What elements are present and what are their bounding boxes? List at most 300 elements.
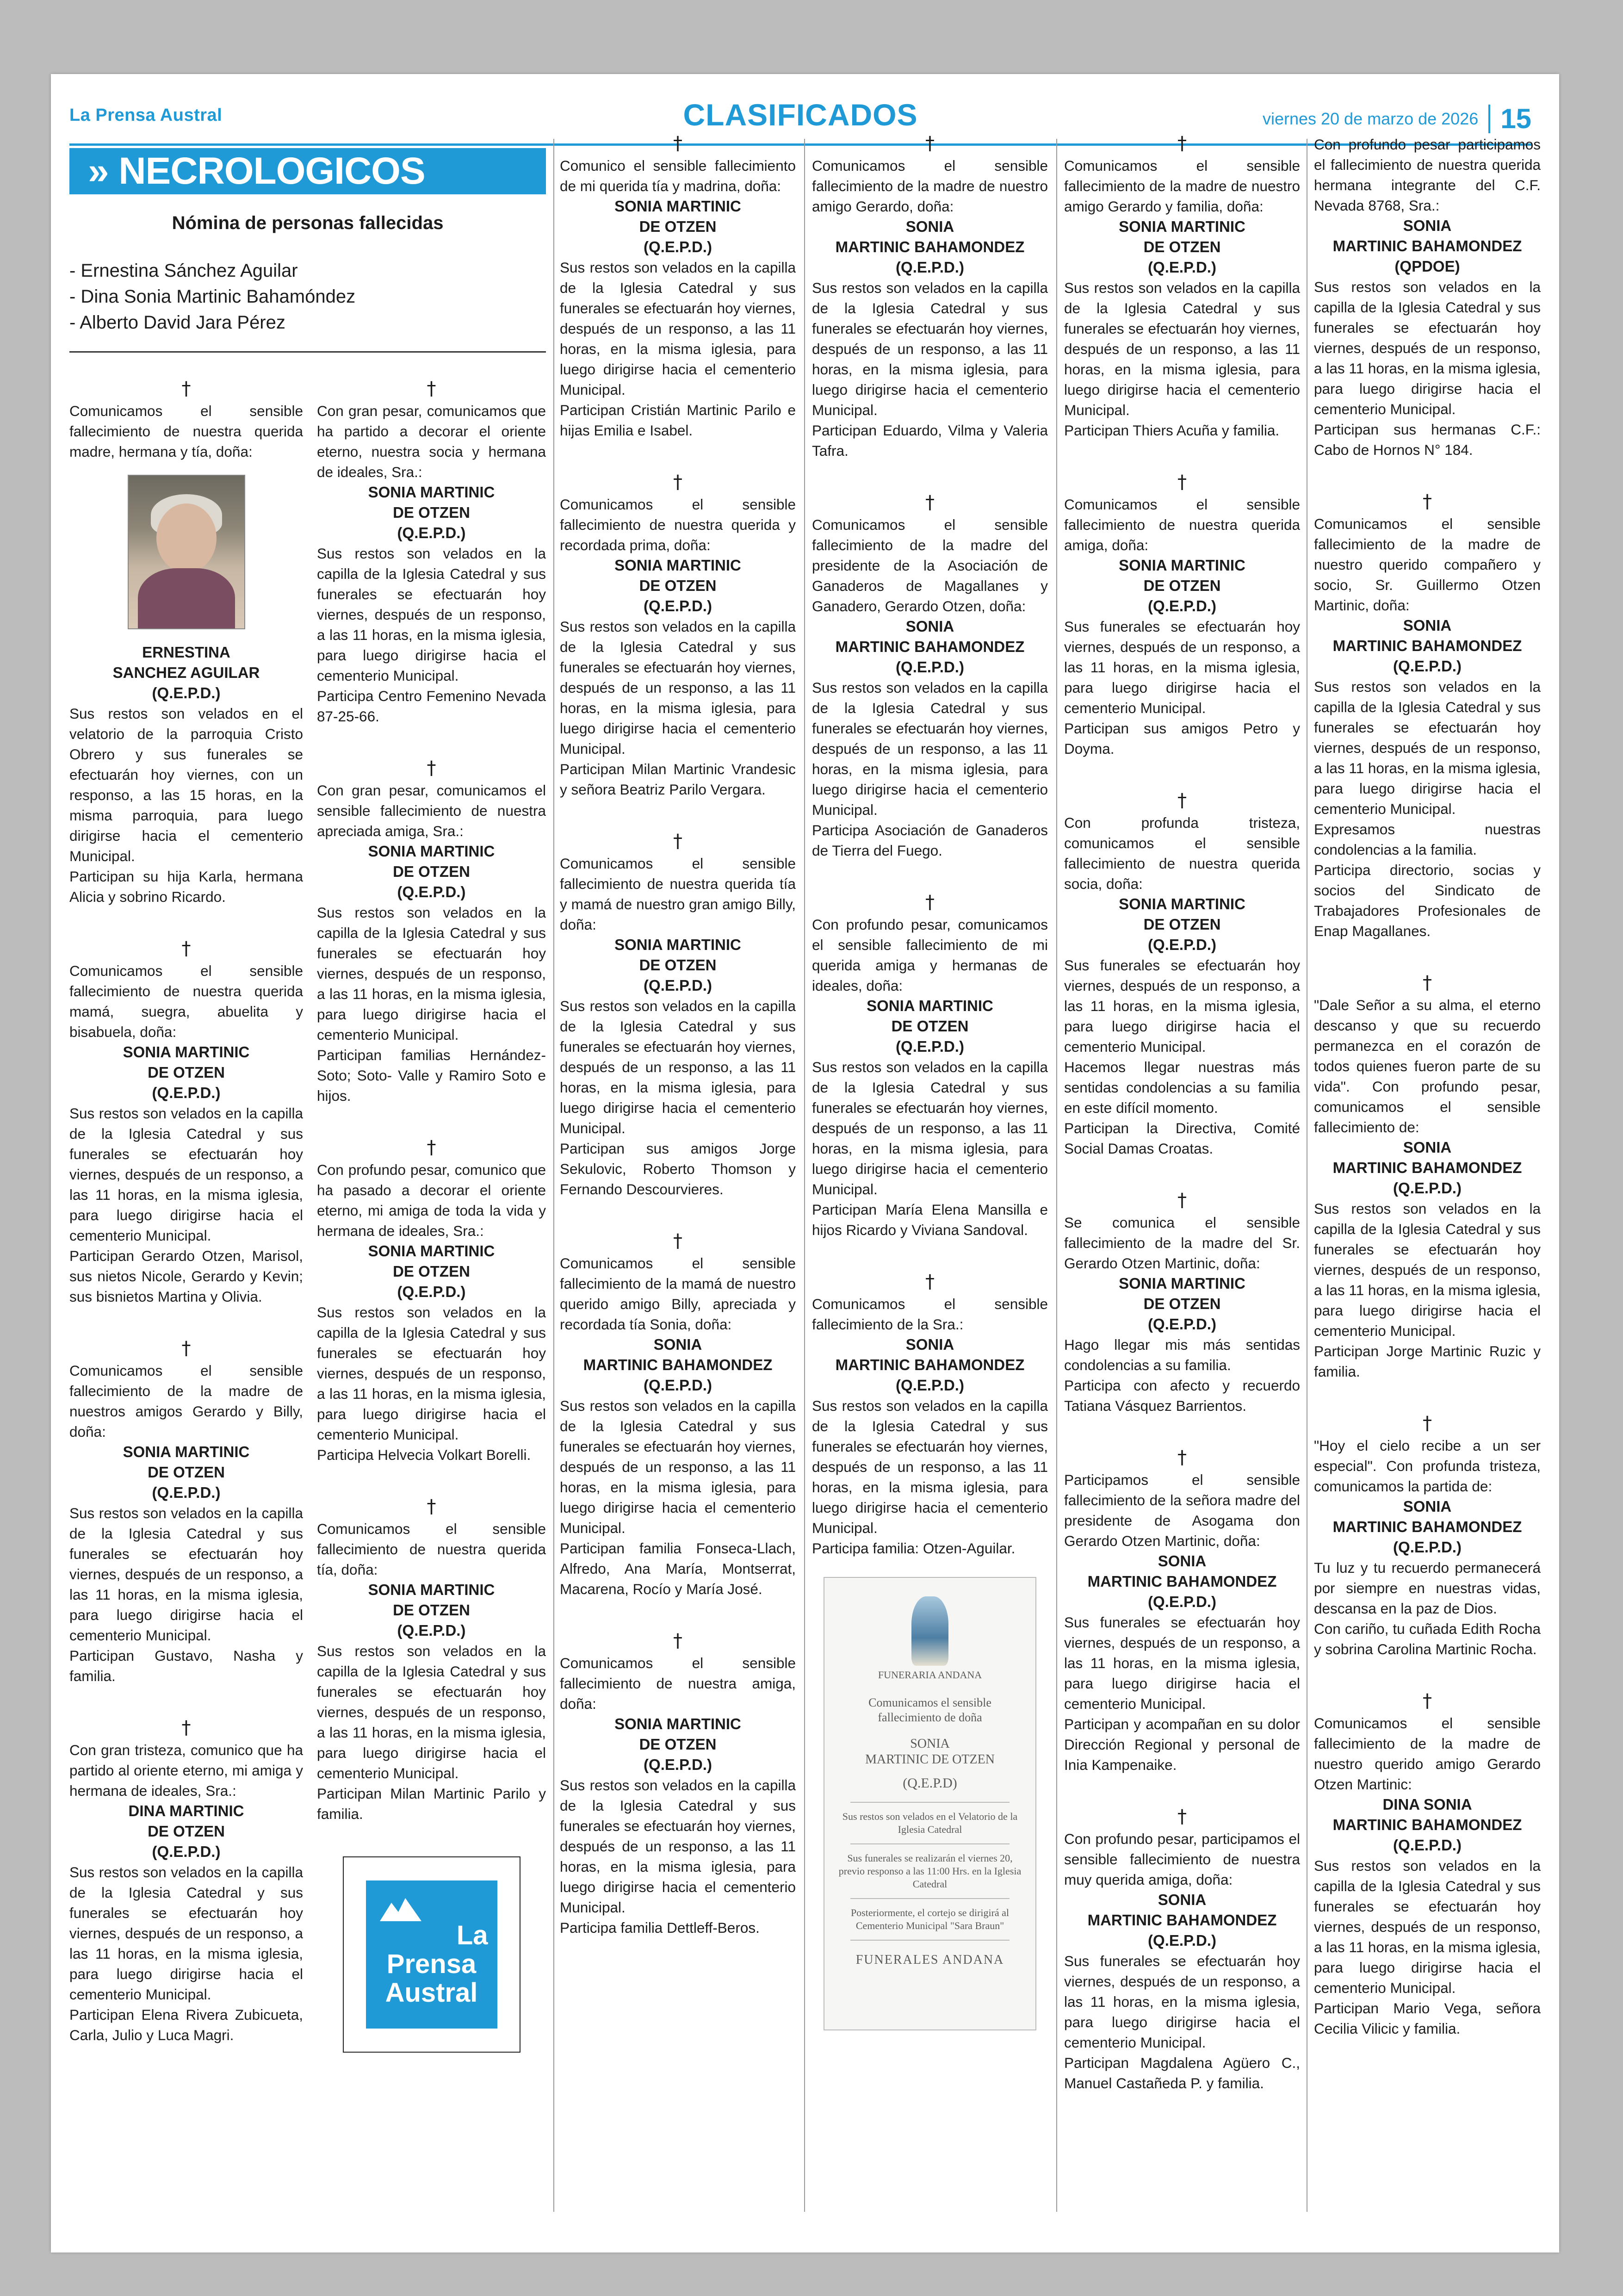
name-line: SANCHEZ AGUILAR <box>112 664 260 681</box>
death-notice <box>1064 1807 1300 2093</box>
qepd: (Q.E.P.D.) <box>1393 1837 1462 1854</box>
card-line: Sus funerales se realizarán el viernes 20, previo responso a las 11:00 Hrs. en la Iglesia Catedral <box>838 1852 1022 1890</box>
cross-icon: † <box>181 378 191 399</box>
notice-body: Sus restos son velados en el velatorio de la parroquia Cristo Obrero y sus funerales se efectuarán hoy viernes, con un responso, a las 15 horas, en la misma parroquia, para luego dirigirse hacia el cementerio Municipal. <box>69 705 303 864</box>
nomina-item: - Ernestina Sánchez Aguilar <box>69 261 298 281</box>
card-top: FUNERARIA ANDANA <box>878 1669 982 1681</box>
name-line: MARTINIC BAHAMONDEZ <box>1332 1159 1522 1176</box>
cross-icon: † <box>427 757 436 779</box>
qepd: (Q.E.P.D.) <box>152 1843 221 1860</box>
death-notice <box>317 379 546 726</box>
name-line: DE OTZEN <box>393 1263 470 1280</box>
logo-line: La <box>456 1920 488 1950</box>
name-line: SONIA MARTINIC <box>368 843 495 860</box>
notice-signature: Participan sus amigos Jorge Sekulovic, Roberto Thomson y Fernando Descourvieres. <box>560 1140 796 1198</box>
name-line: DE OTZEN <box>1143 238 1221 255</box>
notice-body: Sus restos son velados en la capilla de la Iglesia Catedral y sus funerales se efectuarán hoy viernes, después de un responso, a las 11 horas, en la misma iglesia, para luego dirigirse hacia el cementerio Municipal. <box>317 545 546 684</box>
name-line: DE OTZEN <box>1143 1295 1221 1312</box>
notice-body: Sus restos son velados en la capilla de la Iglesia Catedral y sus funerales se efectuarán hoy viernes, después de un responso, a las 11 horas, en la misma iglesia, para luego dirigirse hacia el cementerio Municipal. <box>560 1397 796 1536</box>
name-line: MARTINIC BAHAMONDEZ <box>1087 1573 1277 1590</box>
virgin-mary-icon <box>911 1596 948 1666</box>
notice-intro: Con profunda tristeza, comunicamos el sensible fallecimiento de nuestra querida socia, doña: <box>1064 814 1300 892</box>
cross-icon: † <box>1177 472 1187 493</box>
notice-intro: Con gran tristeza, comunico que ha partido al oriente eterno, mi amiga y hermana de ideales, Sra.: <box>69 1742 303 1799</box>
column-rule <box>804 139 805 2212</box>
nomina-title: Nómina de personas fallecidas <box>172 213 444 233</box>
column-5 <box>1064 134 1300 2126</box>
notice-signature: Participan Eduardo, Vilma y Valeria Tafra. <box>812 422 1048 459</box>
notice-intro: Comunicamos el sensible fallecimiento de nuestra querida madre, hermana y tía, doña: <box>69 403 303 460</box>
deceased-name <box>1314 216 1541 277</box>
notice-intro: Participamos el sensible fallecimiento de la señora madre del presidente de Asogama don Gerardo Otzen Martinic, doña: <box>1064 1471 1300 1549</box>
notice-intro: Comunicamos el sensible fallecimiento de nuestra querida tía, doña: <box>317 1520 546 1578</box>
page-number: 15 <box>1500 103 1531 134</box>
name-line: ERNESTINA <box>142 644 230 661</box>
cross-icon: † <box>1423 1690 1432 1712</box>
nomina-box <box>69 213 546 353</box>
qepd: (Q.E.P.D.) <box>397 524 466 541</box>
date-block <box>1263 103 1531 135</box>
qepd: (Q.E.P.D.) <box>644 1756 712 1773</box>
deceased-name <box>317 1580 546 1641</box>
newspaper-page <box>51 74 1559 2253</box>
death-notice <box>317 1138 546 1465</box>
deceased-name <box>1064 555 1300 616</box>
column-rule <box>1056 139 1057 2212</box>
name-line: SONIA MARTINIC <box>614 557 741 574</box>
cross-icon: † <box>673 1230 682 1252</box>
death-notice <box>812 493 1048 861</box>
notice-signature: Participa Asociación de Ganaderos de Tierra del Fuego. <box>812 822 1048 859</box>
deceased-name <box>812 1334 1048 1396</box>
notice-intro: Comunicamos el sensible fallecimiento de nuestra querida y recordada prima, doña: <box>560 496 796 553</box>
page-header <box>69 93 1531 146</box>
cross-icon: † <box>925 892 935 913</box>
notice-body: Sus restos son velados en la capilla de la Iglesia Catedral y sus funerales se efectuarán hoy viernes, después de un responso, a las 11 horas, en la misma iglesia, para luego dirigirse hacia el cementerio Municipal. <box>812 679 1048 818</box>
notice-body: Sus restos son velados en la capilla de la Iglesia Catedral y sus funerales se efectuarán hoy viernes, después de un responso, a las 11 horas, en la misma iglesia, para luego dirigirse hacia el cementerio Municipal. <box>1314 1857 1541 1996</box>
name-line: SONIA MARTINIC <box>368 484 495 501</box>
notice-body: Sus restos son velados en la capilla de la Iglesia Catedral y sus funerales se efectuarán hoy viernes, después de un responso, a las 11 horas, en la misma iglesia, para luego dirigirse hacia el cementerio Municipal. <box>317 904 546 1043</box>
notice-body: Sus restos son velados en la capilla de la Iglesia Catedral y sus funerales se efectuarán hoy viernes, después de un responso, a las 11 horas, en la misma iglesia, para luego dirigirse hacia el cementerio Municipal. <box>69 1505 303 1644</box>
notice-body: Sus restos son velados en la capilla de la Iglesia Catedral y sus funerales se efectuarán hoy viernes, después de un responso, a las 11 horas, en la misma iglesia, para luego dirigirse hacia el cementerio Municipal. <box>812 279 1048 418</box>
notice-body: Sus restos son velados en la capilla de la Iglesia Catedral y sus funerales se efectuarán hoy viernes, después de un responso, a las 11 horas, en la misma iglesia, para luego dirigirse hacia el cementerio Municipal. <box>69 1105 303 1244</box>
notice-intro: Con profundo pesar, participamos el sensible fallecimiento de nuestra muy querida amiga, doña: <box>1064 1831 1300 1888</box>
qepd: (Q.E.P.D.) <box>1393 1539 1462 1556</box>
card-divider <box>850 1802 1010 1803</box>
deceased-name <box>812 996 1048 1057</box>
name-line: DE OTZEN <box>639 1736 717 1753</box>
death-notice <box>69 1339 303 1686</box>
qepd: (Q.E.P.D.) <box>1148 1593 1216 1610</box>
notice-intro: Con profundo pesar participamos el fallecimiento de nuestra querida hermana integrante del C.F. Nevada 8768, Sra.: <box>1314 136 1541 214</box>
death-notice <box>560 1632 796 1938</box>
name-line: SONIA MARTINIC <box>123 1043 250 1061</box>
death-notice <box>1314 1692 1541 2039</box>
brand-name[interactable]: La Prensa Austral <box>69 105 223 125</box>
notice-extra: Expresamos nuestras condolencias a la familia. <box>1314 821 1541 858</box>
deceased-name <box>812 616 1048 677</box>
notice-body: Sus restos son velados en la capilla de la Iglesia Catedral y sus funerales se efectuarán hoy viernes, después de un responso, a las 11 horas, en la misma iglesia, para luego dirigirse hacia el cementerio Municipal. <box>1314 1200 1541 1339</box>
notice-intro: Comunicamos el sensible fallecimiento de la madre de nuestro querido compañero y socio, Sr. Guillermo Otzen Martinic, doña: <box>1314 515 1541 614</box>
notice-body: Sus restos son velados en la capilla de la Iglesia Catedral y sus funerales se efectuarán hoy viernes, después de un responso, a las 11 horas, en la misma iglesia, para luego dirigirse hacia el cementerio Municipal. <box>560 618 796 757</box>
death-notice <box>812 1272 1048 1558</box>
column-1 <box>69 379 303 2078</box>
notice-intro: Comunicamos el sensible fallecimiento de la madre de nuestro amigo Gerardo y familia, doña: <box>1064 157 1300 215</box>
death-notice <box>812 134 1048 461</box>
qepd: (QPDOE) <box>1394 258 1460 275</box>
deceased-name <box>1064 1551 1300 1612</box>
deceased-name <box>69 642 303 703</box>
notice-signature: Participan Cristián Martinic Parilo e hijas Emilia e Isabel. <box>560 402 796 439</box>
cross-icon: † <box>1423 1413 1432 1434</box>
name-line: SONIA MARTINIC <box>614 936 741 953</box>
notice-intro: Comunicamos el sensible fallecimiento de la madre del presidente de la Asociación de Ganaderos de Magallanes y Ganadero, Gerardo Otzen, doña: <box>812 516 1048 614</box>
qepd: (Q.E.P.D.) <box>896 1038 964 1055</box>
cross-icon: † <box>673 133 682 154</box>
death-notice <box>69 939 303 1307</box>
name-line: SONIA <box>653 1336 702 1353</box>
notice-extra: Hacemos llegar nuestras más sentidas condolencias a su familia en este difícil momento. <box>1064 1059 1300 1116</box>
name-line: SONIA MARTINIC <box>368 1242 495 1260</box>
notice-body: Sus funerales se efectuarán hoy viernes, después de un responso, a las 11 horas, en la misma iglesia, para luego dirigirse hacia el cementerio Municipal. <box>1064 618 1300 716</box>
name-line: DINA SONIA <box>1382 1796 1472 1813</box>
qepd: (Q.E.P.D.) <box>644 597 712 614</box>
notice-body: Sus restos son velados en la capilla de la Iglesia Catedral y sus funerales se efectuarán hoy viernes, después de un responso, a las 11 horas, en la misma iglesia, para luego dirigirse hacia el cementerio Municipal. <box>69 1864 303 2003</box>
name-line: MARTINIC BAHAMONDEZ <box>1332 637 1522 654</box>
qepd: (Q.E.P.D.) <box>1148 936 1216 953</box>
cross-icon: † <box>673 1630 682 1651</box>
deceased-name <box>1314 1496 1541 1558</box>
notice-body: Sus restos son velados en la capilla de la Iglesia Catedral y sus funerales se efectuarán hoy viernes, después de un responso, a las 11 horas, en la misma iglesia, para luego dirigirse hacia el cementerio Municipal. <box>1314 678 1541 817</box>
notice-intro: Comunicamos el sensible fallecimiento de la madre de nuestros amigos Gerardo y Billy, doña: <box>69 1362 303 1440</box>
name-line: DE OTZEN <box>148 1064 225 1081</box>
deceased-name <box>560 555 796 616</box>
nomina-item: - Alberto David Jara Pérez <box>69 312 285 333</box>
name-line: SONIA <box>905 618 954 635</box>
column-2 <box>317 379 546 2053</box>
name-line: DE OTZEN <box>891 1018 969 1035</box>
name-line: SONIA MARTINIC <box>1119 895 1245 912</box>
deceased-name <box>317 841 546 902</box>
qepd: (Q.E.P.D.) <box>1148 1932 1216 1949</box>
card-line: Sus restos son velados en el Velatorio de la Iglesia Catedral <box>842 1811 1018 1835</box>
name-line: SONIA MARTINIC <box>1119 1275 1245 1292</box>
notice-signature: Participan familias Hernández- Soto; Soto- Valle y Ramiro Soto e hijos. <box>317 1047 546 1104</box>
death-notice <box>69 379 303 907</box>
notice-body: Sus restos son velados en la capilla de la Iglesia Catedral y sus funerales se efectuarán hoy viernes, después de un responso, a las 11 horas, en la misma iglesia, para luego dirigirse hacia el cementerio Municipal. <box>560 259 796 398</box>
death-notice <box>1314 134 1541 460</box>
cross-icon: † <box>427 1137 436 1158</box>
section-title: CLASIFICADOS <box>683 98 918 132</box>
photo-face <box>156 503 217 573</box>
notice-intro: Con profundo pesar, comunico que ha pasado a decorar el oriente eterno, mi amiga de toda la vida y hermana de ideales, Sra.: <box>317 1161 546 1239</box>
notice-body: Sus restos son velados en la capilla de la Iglesia Catedral y sus funerales se efectuarán hoy viernes, después de un responso, a las 11 horas, en la misma iglesia, para luego dirigirse hacia el cementerio Municipal. <box>1314 279 1541 417</box>
notice-intro: Comunicamos el sensible fallecimiento de nuestra querida amiga, doña: <box>1064 496 1300 553</box>
deceased-name <box>812 217 1048 278</box>
name-line: SONIA MARTINIC <box>123 1443 250 1460</box>
qepd: (Q.E.P.D.) <box>397 883 466 900</box>
cross-icon: † <box>925 133 935 154</box>
card-qepd: (Q.E.P.D) <box>903 1775 957 1791</box>
photo-body <box>138 568 235 629</box>
notice-signature: Con cariño, tu cuñada Edith Rocha y sobrina Carolina Martinic Rocha. <box>1314 1620 1541 1657</box>
name-line: MARTINIC BAHAMONDEZ <box>835 1356 1025 1373</box>
deceased-name <box>1064 1890 1300 1951</box>
qepd: (Q.E.P.D.) <box>152 684 221 701</box>
name-line: SONIA <box>905 218 954 235</box>
cross-icon: † <box>181 938 191 959</box>
qepd: (Q.E.P.D.) <box>896 658 964 676</box>
cross-icon: † <box>673 831 682 852</box>
cross-icon: † <box>1177 1190 1187 1211</box>
death-notice <box>1064 1448 1300 1775</box>
card-name: MARTINIC DE OTZEN <box>865 1752 995 1767</box>
cross-icon: † <box>925 492 935 513</box>
deceased-name <box>69 1801 303 1862</box>
card-divider <box>850 1843 1010 1844</box>
notice-signature: Participa con afecto y recuerdo Tatiana Vásquez Barrientos. <box>1064 1377 1300 1414</box>
deceased-name <box>560 1714 796 1775</box>
cross-icon: † <box>1423 491 1432 512</box>
logo-panel <box>366 1880 497 2029</box>
qepd: (Q.E.P.D.) <box>1148 259 1216 276</box>
name-line: MARTINIC BAHAMONDEZ <box>1087 1911 1277 1929</box>
notice-signature: Participan María Elena Mansilla e hijos Ricardo y Viviana Sandoval. <box>812 1201 1048 1238</box>
name-line: SONIA <box>905 1336 954 1353</box>
notice-signature: Participan Magdalena Agüero C., Manuel Castañeda P. y familia. <box>1064 2054 1300 2091</box>
notice-intro: Con gran pesar, comunicamos el sensible fallecimiento de nuestra apreciada amiga, Sra.: <box>317 782 546 839</box>
funeral-card-ad <box>824 1577 1036 2030</box>
deceased-name <box>560 935 796 996</box>
cross-icon: † <box>925 1271 935 1292</box>
name-line: DE OTZEN <box>148 1464 225 1481</box>
deceased-name <box>1064 217 1300 278</box>
notice-intro: Comunicamos el sensible fallecimiento de la mamá de nuestro querido amigo Billy, apreciada y recordada tía Sonia, doña: <box>560 1255 796 1333</box>
cross-icon: † <box>1177 790 1187 811</box>
qepd: (Q.E.P.D.) <box>896 1377 964 1394</box>
name-line: DE OTZEN <box>148 1823 225 1840</box>
deceased-name <box>69 1442 303 1503</box>
name-line: SONIA MARTINIC <box>1119 218 1245 235</box>
qepd: (Q.E.P.D.) <box>397 1283 466 1300</box>
column-4 <box>812 134 1048 2030</box>
notice-body: Sus restos son velados en la capilla de la Iglesia Catedral y sus funerales se efectuarán hoy viernes, después de un responso, a las 11 horas, en la misma iglesia, para luego dirigirse hacia el cementerio Municipal. <box>1064 279 1300 418</box>
qepd: (Q.E.P.D.) <box>644 238 712 255</box>
deceased-name <box>1064 1273 1300 1334</box>
name-line: MARTINIC BAHAMONDEZ <box>1332 1518 1522 1535</box>
death-notice <box>1064 1191 1300 1416</box>
notice-body: Sus funerales se efectuarán hoy viernes, después de un responso, a las 11 horas, en la misma iglesia, para luego dirigirse hacia el cementerio Municipal. <box>1064 1953 1300 2051</box>
name-line: SONIA MARTINIC <box>368 1581 495 1598</box>
notice-body: Sus restos son velados en la capilla de la Iglesia Catedral y sus funerales se efectuarán hoy viernes, después de un responso, a las 11 horas, en la misma iglesia, para luego dirigirse hacia el cementerio Municipal. <box>812 1397 1048 1536</box>
name-line: DE OTZEN <box>393 504 470 521</box>
notice-signature: Participan Elena Rivera Zubicueta, Carla, Julio y Luca Magri. <box>69 2006 303 2043</box>
qepd: (Q.E.P.D.) <box>1148 597 1216 614</box>
cross-icon: † <box>181 1338 191 1359</box>
notice-body: Tu luz y tu recuerdo permanecerá por siempre en nuestras vidas, descansa en la paz de Dios. <box>1314 1559 1541 1617</box>
notice-signature: Participa Centro Femenino Nevada 87-25-66. <box>317 688 546 725</box>
death-notice <box>812 893 1048 1240</box>
column-rule <box>553 139 554 2212</box>
name-line: SONIA MARTINIC <box>1119 557 1245 574</box>
card-divider <box>850 1898 1010 1899</box>
notice-intro: Comunicamos el sensible fallecimiento de la madre de nuestro amigo Gerardo, doña: <box>812 157 1048 215</box>
name-line: DE OTZEN <box>1143 916 1221 933</box>
notice-body: Sus funerales se efectuarán hoy viernes, después de un responso, a las 11 horas, en la misma iglesia, para luego dirigirse hacia el cementerio Municipal. <box>1064 1614 1300 1712</box>
notice-intro: "Hoy el cielo recibe a un ser especial". Con profunda tristeza, comunicamos la partida de: <box>1314 1437 1541 1495</box>
name-line: SONIA <box>1158 1552 1207 1570</box>
cross-icon: † <box>427 1496 436 1517</box>
deceased-name <box>317 482 546 543</box>
qepd: (Q.E.P.D.) <box>1393 658 1462 675</box>
deceased-name <box>1314 1137 1541 1198</box>
deceased-name <box>317 1241 546 1302</box>
qepd: (Q.E.P.D.) <box>644 1377 712 1394</box>
death-notice <box>1314 974 1541 1382</box>
qepd: (Q.E.P.D.) <box>896 259 964 276</box>
nomina-item: - Dina Sonia Martinic Bahamóndez <box>69 286 356 307</box>
name-line: SONIA MARTINIC <box>867 997 993 1014</box>
notice-signature: Participan Jorge Martinic Ruzic y familia. <box>1314 1343 1541 1380</box>
name-line: MARTINIC BAHAMONDEZ <box>583 1356 773 1373</box>
notice-signature: Participan Milan Martinic Vrandesic y señora Beatriz Parilo Vergara. <box>560 761 796 798</box>
notice-signature: Participan sus hermanas C.F.: Cabo de Hornos N° 184. <box>1314 421 1541 458</box>
notice-signature: Participa familia Dettleff-Beros. <box>560 1919 760 1936</box>
name-line: DE OTZEN <box>1143 577 1221 594</box>
notice-intro: Se comunica el sensible fallecimiento de la madre del Sr. Gerardo Otzen Martinic, doña: <box>1064 1214 1300 1272</box>
cross-icon: † <box>1423 972 1432 993</box>
necrologicos-banner: » NECROLOGICOS <box>69 148 546 194</box>
notice-intro: Comunicamos el sensible fallecimiento de nuestra amiga, doña: <box>560 1655 796 1712</box>
death-notice <box>1064 473 1300 759</box>
card-intro: Comunicamos el sensible fallecimiento de doña <box>868 1696 991 1724</box>
notice-body: Hago llegar mis más sentidas condolencias a su familia. <box>1064 1336 1300 1373</box>
name-line: DE OTZEN <box>639 956 717 974</box>
brand-logo-ad[interactable] <box>343 1856 520 2053</box>
death-notice <box>1064 134 1300 441</box>
name-line: SONIA MARTINIC <box>614 198 741 215</box>
notice-body: Sus restos son velados en la capilla de la Iglesia Catedral y sus funerales se efectuarán hoy viernes, después de un responso, a las 11 horas, en la misma iglesia, para luego dirigirse hacia el cementerio Municipal. <box>560 1777 796 1916</box>
header-divider <box>1488 105 1490 133</box>
qepd: (Q.E.P.D.) <box>397 1622 466 1639</box>
cross-icon: † <box>427 378 436 399</box>
name-line: DINA MARTINIC <box>128 1802 244 1819</box>
notice-intro: Comunicamos el sensible fallecimiento de la madre de nuestro querido amigo Gerardo Otzen Martinic: <box>1314 1715 1541 1793</box>
name-line: SONIA <box>1158 1891 1207 1908</box>
death-notice <box>560 832 796 1199</box>
name-line: SONIA <box>1403 1139 1452 1156</box>
name-line: SONIA <box>1403 217 1452 234</box>
notice-signature: Participan Thiers Acuña y familia. <box>1064 422 1280 439</box>
logo-line: Austral <box>385 1978 478 2008</box>
notice-signature: Participan y acompañan en su dolor Dirección Regional y personal de Inia Kampenaike. <box>1064 1716 1300 1773</box>
notice-signature: Participan su hija Karla, hermana Alicia y sobrino Ricardo. <box>69 868 303 905</box>
deceased-photo <box>128 475 245 629</box>
name-line: MARTINIC BAHAMONDEZ <box>1332 1816 1522 1833</box>
notice-signature: Participan Gerardo Otzen, Marisol, sus nietos Nicole, Gerardo y Kevin; sus bisnietos Martina y Olivia. <box>69 1247 303 1305</box>
notice-signature: Participan familia Fonseca-Llach, Alfredo, Ana María, Montserrat, Macarena, Rocío y María José. <box>560 1540 796 1597</box>
notice-signature: Participa familia: Otzen-Aguilar. <box>812 1540 1016 1557</box>
card-name: SONIA <box>910 1737 950 1751</box>
death-notice <box>560 1232 796 1599</box>
qepd: (Q.E.P.D.) <box>152 1084 221 1101</box>
name-line: MARTINIC BAHAMONDEZ <box>835 238 1025 255</box>
cross-icon: † <box>673 472 682 493</box>
notice-body: Sus restos son velados en la capilla de la Iglesia Catedral y sus funerales se efectuarán hoy viernes, después de un responso, a las 11 horas, en la misma iglesia, para luego dirigirse hacia el cementerio Municipal. <box>812 1059 1048 1198</box>
notice-intro: Con profundo pesar, comunicamos el sensible fallecimiento de mi querida amiga y hermanas de ideales, doña: <box>812 916 1048 994</box>
name-line: SONIA <box>1403 1498 1452 1515</box>
notice-intro: Comunico el sensible fallecimiento de mi querida tía y madrina, doña: <box>560 157 796 194</box>
cross-icon: † <box>1177 133 1187 154</box>
death-notice <box>1314 492 1541 941</box>
notice-intro: Comunicamos el sensible fallecimiento de nuestra querida mamá, suegra, abuelita y bisabuela, doña: <box>69 962 303 1040</box>
logo-line: Prensa <box>386 1949 477 1979</box>
cross-icon: † <box>1177 1806 1187 1827</box>
qepd: (Q.E.P.D.) <box>644 977 712 994</box>
name-line: DE OTZEN <box>639 577 717 594</box>
death-notice <box>1064 791 1300 1159</box>
notice-body: Sus restos son velados en la capilla de la Iglesia Catedral y sus funerales se efectuarán hoy viernes, después de un responso, a las 11 horas, en la misma iglesia, para luego dirigirse hacia el cementerio Municipal. <box>560 998 796 1136</box>
notice-body: Sus restos son velados en la capilla de la Iglesia Catedral y sus funerales se efectuarán hoy viernes, después de un responso, a las 11 horas, en la misma iglesia, para luego dirigirse hacia el cementerio Municipal. <box>317 1643 546 1781</box>
death-notice <box>69 1719 303 2045</box>
notice-signature: Participa Helvecia Volkart Borelli. <box>317 1446 531 1463</box>
name-line: DE OTZEN <box>393 863 470 880</box>
card-footer: FUNERALES ANDANA <box>855 1953 1004 1967</box>
cross-icon: † <box>181 1717 191 1738</box>
notice-signature: Participa directorio, socias y socios del Sindicato de Trabajadores Profesionales de Enap Magallanes. <box>1314 862 1541 939</box>
name-line: MARTINIC BAHAMONDEZ <box>835 638 1025 655</box>
qepd: (Q.E.P.D.) <box>152 1484 221 1501</box>
notice-intro: "Dale Señor a su alma, el eterno descanso y que su recuerdo permanezca en el corazón de todos quienes fueron parte de su vida". Con profundo pesar, comunicamos el sensible fallecimiento de: <box>1314 997 1541 1136</box>
notice-signature: Participan la Directiva, Comité Social Damas Croatas. <box>1064 1120 1300 1157</box>
name-line: DE OTZEN <box>393 1601 470 1619</box>
column-3 <box>560 134 796 1970</box>
logo-text <box>366 1921 497 2007</box>
deceased-name <box>1064 894 1300 955</box>
death-notice <box>560 473 796 800</box>
death-notice <box>317 759 546 1106</box>
notice-signature: Participan Milan Martinic Parilo y familia. <box>317 1785 546 1822</box>
card-divider <box>850 1940 1010 1941</box>
qepd: (Q.E.P.D.) <box>1393 1179 1462 1197</box>
notice-signature: Participan sus amigos Petro y Doyma. <box>1064 720 1300 757</box>
notice-body: Sus restos son velados en la capilla de la Iglesia Catedral y sus funerales se efectuarán hoy viernes, después de un responso, a las 11 horas, en la misma iglesia, para luego dirigirse hacia el cementerio Municipal. <box>317 1304 546 1443</box>
issue-date: viernes 20 de marzo de 2026 <box>1262 109 1479 128</box>
name-line: SONIA <box>1403 617 1452 634</box>
column-6 <box>1314 134 1541 2071</box>
deceased-name <box>560 196 796 257</box>
death-notice <box>1314 1414 1541 1659</box>
name-line: MARTINIC BAHAMONDEZ <box>1332 237 1522 254</box>
notice-body: Sus funerales se efectuarán hoy viernes, después de un responso, a las 11 horas, en la misma iglesia, para luego dirigirse hacia el cementerio Municipal. <box>1064 957 1300 1055</box>
card-line: Posteriormente, el cortejo se dirigirá al Cementerio Municipal "Sara Braun" <box>850 1907 1010 1931</box>
notice-signature: Participan Gustavo, Nasha y familia. <box>69 1647 303 1684</box>
name-line: SONIA MARTINIC <box>614 1715 741 1732</box>
notice-intro: Con gran pesar, comunicamos que ha partido a decorar el oriente eterno, nuestra socia y hermana de ideales, Sra.: <box>317 403 546 480</box>
notice-intro: Comunicamos el sensible fallecimiento de la Sra.: <box>812 1296 1048 1333</box>
name-line: DE OTZEN <box>639 218 717 235</box>
deceased-name <box>560 1334 796 1396</box>
death-notice <box>317 1497 546 1824</box>
notice-signature: Participan Mario Vega, señora Cecilia Vilicic y familia. <box>1314 2000 1541 2037</box>
qepd: (Q.E.P.D.) <box>1148 1316 1216 1333</box>
deceased-name <box>1314 1794 1541 1855</box>
death-notice <box>560 134 796 441</box>
deceased-name <box>69 1042 303 1103</box>
cross-icon: † <box>1177 1447 1187 1468</box>
deceased-name <box>1314 615 1541 676</box>
notice-intro: Comunicamos el sensible fallecimiento de nuestra querida tía y mamá de nuestro gran amigo Billy, doña: <box>560 855 796 933</box>
